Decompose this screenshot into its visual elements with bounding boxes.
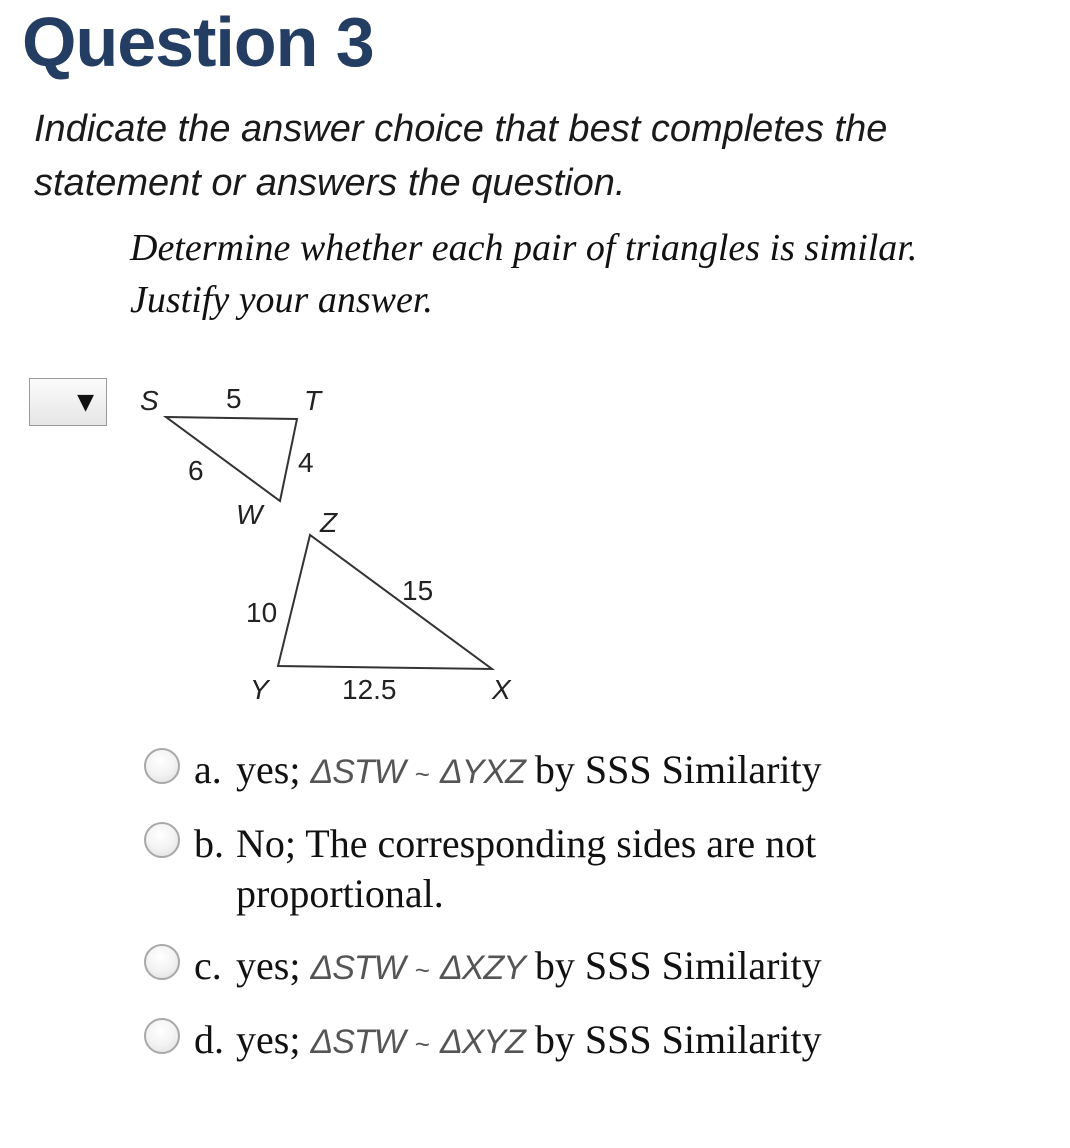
choice-c-post: by SSS Similarity — [534, 943, 822, 988]
triangle-notation: ΔSTW — [310, 1023, 405, 1061]
side-label-tw: 4 — [298, 447, 314, 478]
choice-letter: a. — [194, 747, 222, 792]
choice-a-post: by SSS Similarity — [534, 747, 822, 792]
triangles-figure — [130, 372, 530, 712]
question-prompt: Determine whether each pair of triangles is similar. Justify your answer. — [130, 227, 918, 321]
choice-b-radio[interactable] — [144, 822, 180, 858]
dropdown-arrow-icon: ▼ — [77, 390, 94, 415]
choice-a[interactable] — [144, 745, 1044, 819]
answer-choices — [144, 745, 1044, 1089]
vertex-label-t: T — [304, 385, 322, 416]
choice-a-pre: yes; — [236, 747, 301, 792]
vertex-label-s: S — [140, 385, 159, 416]
choice-c-radio[interactable] — [144, 944, 180, 980]
choice-b-text: No; The corresponding sides are not proportional. — [236, 821, 817, 916]
vertex-label-z: Z — [320, 507, 338, 538]
triangle-stw — [166, 417, 297, 501]
choice-d-radio[interactable] — [144, 1018, 180, 1054]
similar-symbol: ~ — [414, 759, 430, 789]
choice-letter: b. — [194, 821, 224, 866]
triangle-notation: ΔXYZ — [439, 1023, 525, 1061]
side-label-st: 5 — [226, 383, 242, 414]
side-label-yx: 12.5 — [342, 674, 397, 705]
choice-b-label — [194, 819, 916, 919]
triangle-notation: ΔXZY — [439, 949, 525, 987]
choice-a-radio[interactable] — [144, 748, 180, 784]
similar-symbol: ~ — [414, 955, 430, 985]
choice-a-label — [194, 745, 822, 799]
answer-dropdown[interactable] — [29, 378, 107, 426]
choice-letter: d. — [194, 1017, 224, 1062]
triangle-notation: ΔSTW — [310, 949, 405, 987]
choice-d-post: by SSS Similarity — [534, 1017, 822, 1062]
choice-c-pre: yes; — [236, 943, 301, 988]
triangle-zyx — [278, 535, 492, 669]
choice-c[interactable] — [144, 941, 1044, 1015]
choice-d-pre: yes; — [236, 1017, 301, 1062]
side-label-zx: 15 — [402, 575, 434, 606]
choice-letter: c. — [194, 943, 222, 988]
triangle-notation: ΔYXZ — [439, 753, 525, 791]
choice-c-label — [194, 941, 822, 995]
similar-symbol: ~ — [414, 1029, 430, 1059]
vertex-label-x: X — [492, 674, 511, 705]
instructions-text: Indicate the answer choice that best completes the statement or answers the question. — [34, 108, 888, 204]
choice-b[interactable] — [144, 819, 1044, 941]
vertex-label-w: W — [236, 499, 263, 530]
vertex-label-y: Y — [250, 674, 269, 705]
choice-d-label — [194, 1015, 822, 1069]
side-label-sw: 6 — [188, 455, 204, 486]
side-label-zy: 10 — [246, 597, 278, 628]
page-title: Question 3 — [22, 3, 374, 81]
triangle-notation: ΔSTW — [310, 753, 405, 791]
choice-d[interactable] — [144, 1015, 1044, 1089]
